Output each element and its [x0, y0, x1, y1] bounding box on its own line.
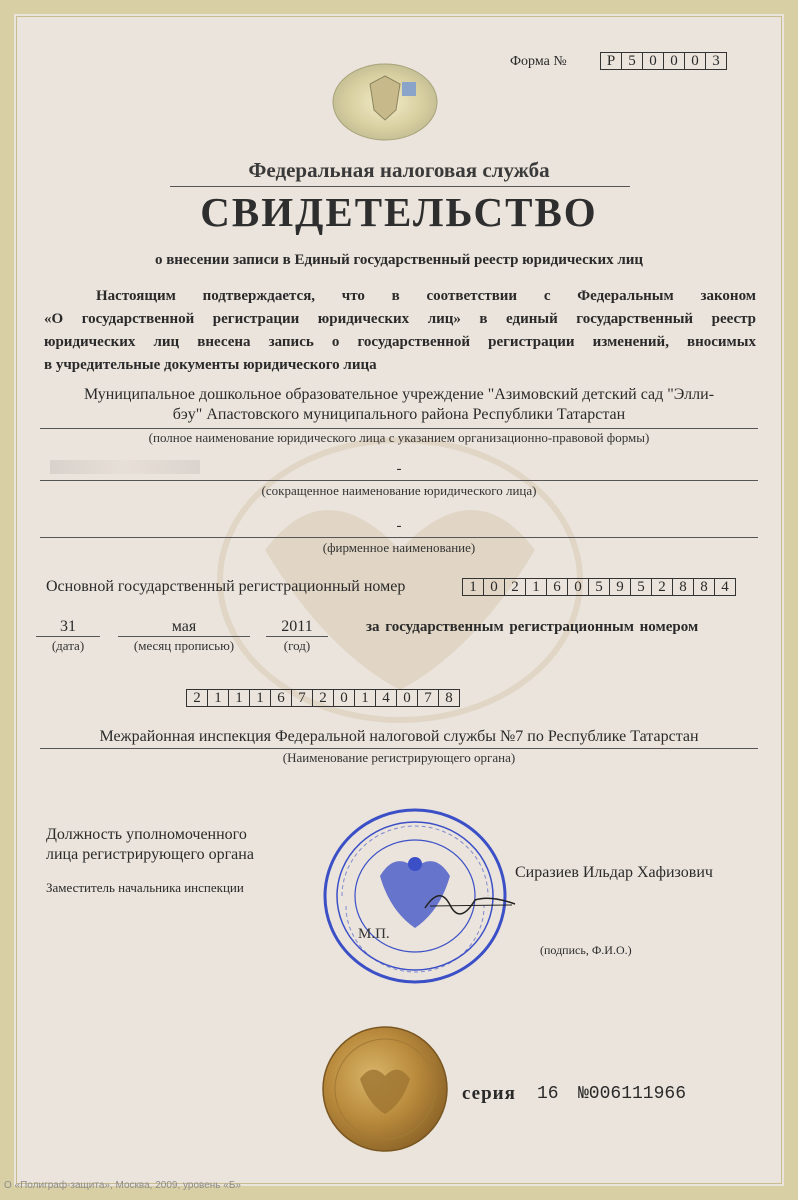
- date-day: 31: [60, 618, 76, 635]
- intro-line-3: юридических лиц внесена запись о государственной регистрации изменений, вносимых: [44, 334, 756, 350]
- number-cell: 5: [621, 52, 643, 70]
- form-number-cells: [600, 52, 727, 70]
- number-cell: 2: [186, 689, 208, 707]
- number-cell: 5: [588, 578, 610, 596]
- position-value: Заместитель начальника инспекции: [46, 880, 244, 895]
- hologram-emblem-icon: [330, 62, 440, 142]
- handwritten-signature-icon: [420, 880, 520, 920]
- intro-line-1: Настоящим подтверждается, что в соответствии с Федеральным законом: [96, 288, 756, 304]
- date-day-caption: (дата): [51, 638, 85, 653]
- number-cell: 0: [333, 689, 355, 707]
- number-cell: Р: [600, 52, 622, 70]
- number-cell: 2: [312, 689, 334, 707]
- brand-name-caption: (фирменное наименование): [322, 540, 476, 555]
- agency-name: Федеральная налоговая служба: [248, 158, 550, 182]
- number-cell: 1: [228, 689, 250, 707]
- gold-seal-icon: [320, 1024, 450, 1154]
- date-year-caption: (год): [283, 638, 311, 653]
- date-year-underline: [266, 636, 328, 637]
- agency-underline: [170, 186, 630, 187]
- ogrn-number-cells: [462, 578, 736, 596]
- number-cell: 0: [483, 578, 505, 596]
- full-name-underline: [40, 428, 758, 429]
- number-cell: 1: [462, 578, 484, 596]
- full-name-caption: (полное наименование юридического лица с указанием организационно-правовой формы): [148, 430, 650, 445]
- authority-underline: [40, 748, 758, 749]
- short-name-value: -: [396, 461, 402, 477]
- number-cell: 8: [672, 578, 694, 596]
- brand-name-value: -: [396, 518, 402, 534]
- brand-name-underline: [40, 537, 758, 538]
- grn-number-cells: [186, 689, 460, 707]
- date-month-caption: (месяц прописью): [133, 638, 235, 653]
- position-label-line-1: Должность уполномоченного: [46, 826, 247, 843]
- number-cell: 4: [714, 578, 736, 596]
- number-cell: 8: [438, 689, 460, 707]
- date-month-underline: [118, 636, 250, 637]
- printer-footer: О «Полиграф-защита», Москва, 2009, уровень «Б»: [4, 1180, 241, 1191]
- number-cell: 7: [291, 689, 313, 707]
- number-cell: 1: [249, 689, 271, 707]
- number-cell: 0: [684, 52, 706, 70]
- series-value: 16: [537, 1084, 559, 1104]
- date-year: 2011: [281, 618, 313, 635]
- number-cell: 5: [630, 578, 652, 596]
- position-label-line-2: лица регистрирующего органа: [46, 846, 254, 863]
- form-label: Форма №: [510, 54, 567, 69]
- number-cell: 1: [354, 689, 376, 707]
- entity-full-name-line-1: Муниципальное дошкольное образовательное учреждение "Азимовский детский сад "Элли-: [83, 386, 715, 403]
- number-cell: 0: [642, 52, 664, 70]
- short-name-underline: [40, 480, 758, 481]
- ogrn-label: Основной государственный регистрационный номер: [46, 578, 406, 595]
- stamp-mark: М.П.: [358, 926, 390, 942]
- authority-caption: (Наименование регистрирующего органа): [282, 750, 516, 765]
- number-cell: 8: [693, 578, 715, 596]
- signer-caption: (подпись, Ф.И.О.): [540, 943, 632, 957]
- number-cell: 2: [504, 578, 526, 596]
- number-cell: 4: [375, 689, 397, 707]
- number-cell: 7: [417, 689, 439, 707]
- number-cell: 9: [609, 578, 631, 596]
- number-cell: 0: [396, 689, 418, 707]
- date-day-underline: [36, 636, 100, 637]
- registration-number-label: за государственным регистрационным номером: [366, 619, 699, 635]
- number-cell: 1: [525, 578, 547, 596]
- date-month: мая: [171, 618, 197, 635]
- number-cell: 0: [663, 52, 685, 70]
- number-cell: 2: [651, 578, 673, 596]
- document-subtitle: о внесении записи в Единый государственный реестр юридических лиц: [154, 252, 644, 268]
- series-label: серия: [462, 1083, 516, 1104]
- number-cell: 0: [567, 578, 589, 596]
- signer-name: Сиразиев Ильдар Хафизович: [515, 864, 713, 881]
- intro-line-2: «О государственной регистрации юридических лиц» в единый государственный реестр: [44, 311, 756, 327]
- number-cell: 6: [270, 689, 292, 707]
- series-number: №006111966: [578, 1084, 687, 1104]
- document-title: СВИДЕТЕЛЬСТВО: [200, 189, 598, 235]
- number-cell: 3: [705, 52, 727, 70]
- authority-name: Межрайонная инспекция Федеральной налоговой службы №7 по Республике Татарстан: [99, 728, 699, 745]
- entity-full-name-line-2: бэу" Апастовского муниципального района Республики Татарстан: [172, 406, 626, 423]
- number-cell: 6: [546, 578, 568, 596]
- number-cell: 1: [207, 689, 229, 707]
- intro-line-4: в учредительные документы юридического лица: [44, 357, 377, 373]
- short-name-caption: (сокращенное наименование юридического лица): [261, 483, 537, 498]
